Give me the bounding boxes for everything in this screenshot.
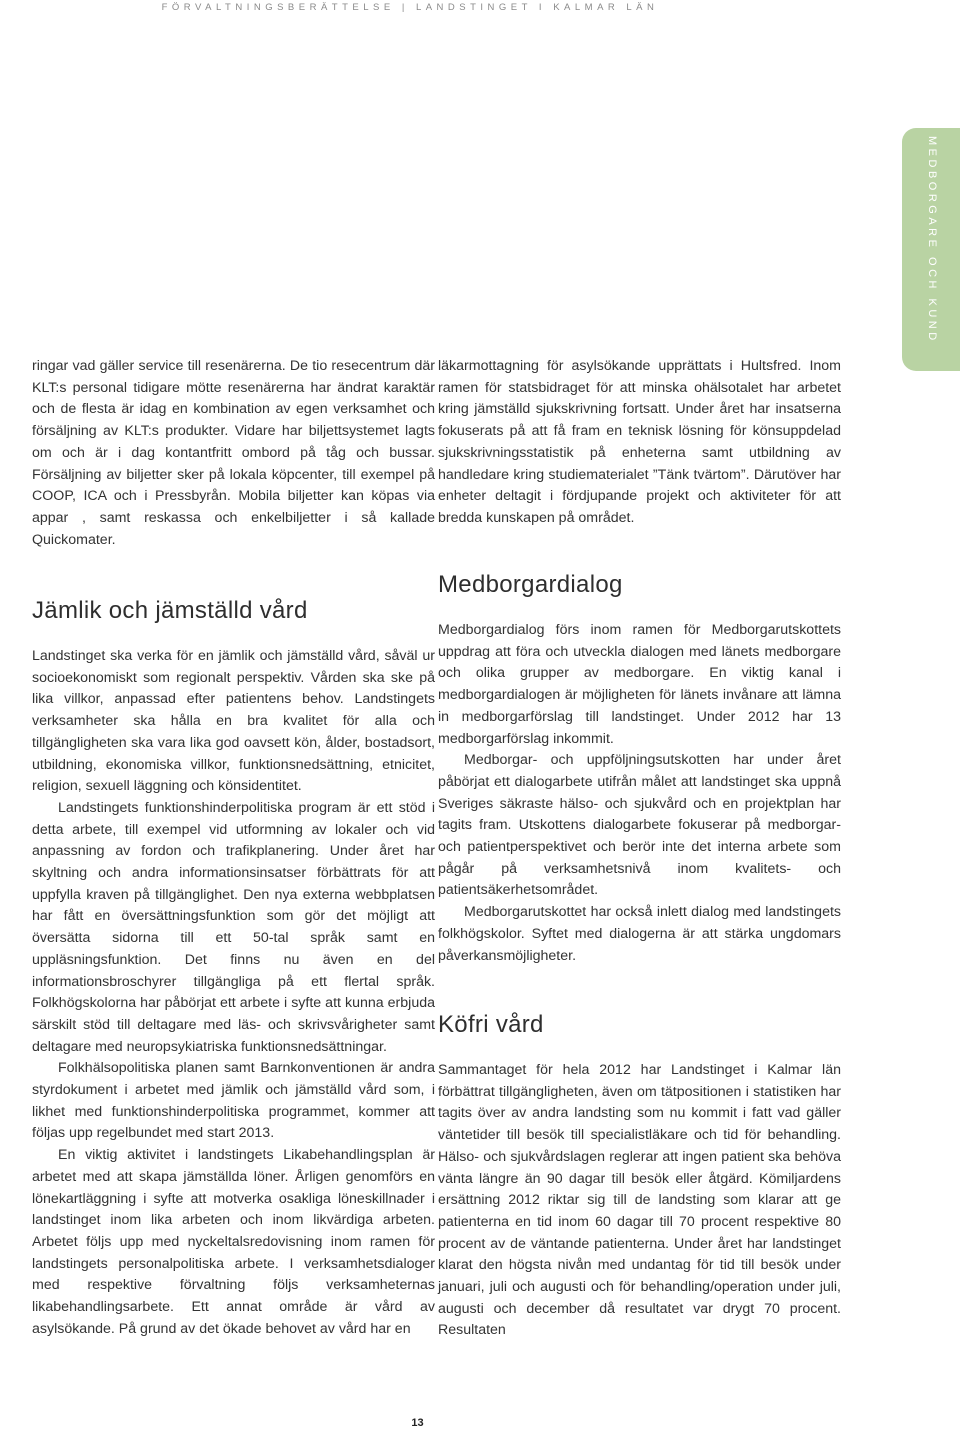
left-column-intro [32, 356, 435, 551]
left-paragraph-2: Landstingets funktionshinderpolitiska program är ett stöd i detta arbete, till exempel vid utformning av lokaler och vid anpassning av fordon och trafikplanering. Under året har skyltning och andra informationsinsatser förbättrats för att uppfylla kraven på tillgänglighet. Den nya externa webbplatsen har fått en översättningsfunktion som gör det möjligt att översätta sidorna till ett 50-tal språk samt en uppläsningsfunktion. Det finns nu även en del informationsbroschyrer tillgängliga på ett flertal språk. Folkhögskolorna har påbörjat ett arbete i syfte att kunna erbjuda särskilt stöd till deltagare med läs- och skrivsvårigheter samt deltagare med neuropsykiatriska funktionsnedsättningar. [32, 799, 435, 1055]
left-intro-paragraph: ringar vad gäller service till resenärerna. De tio resecentrum där KLT:s personal tidigare mötte resenärerna har ändrat karaktär och de flesta är idag en kombination av egen verksamhet och försäljning av KLT:s produkter. Vidare har biljettsystemet lagts om och är i dag kontantfritt ombord på tåg och bussar. Försäljning av biljetter sker på lokala köpcenter, till exempel på COOP, ICA och i Pressbyrån. Mobila biljetter kan köpas via appar , samt reskassa och enkelbiljetter i så kallade Quickomater. [32, 358, 435, 548]
right-intro-paragraph: läkarmottagning för asylsökande upprättats i Hultsfred. Inom ramen för statsbidraget för att minska ohälsotalet har arbetet kring jämställd sjukskrivning fortsatt. Under året har insatserna fokuserats på att få fram en teknisk lösning för könsuppdelad sjukskrivningsstatistik på enheterna samt utbildning av handledare kring studiematerialet ”Tänk tvärtom”. Därutöver har enheter deltagit i fördjupande projekt och aktiviteter för att bredda kunskapen på området. [438, 358, 841, 526]
right-section1-paragraph-2: Medborgar- och uppföljningsutskotten har under året påbörjat ett dialogarbete utifrån målet att landstinget ska uppnå Sveriges säkraste hälso- och sjukvård och en projektplan har tagits fram. Utskottens dialogarbete fokuserar på medborgar- och patientperspektivet och berör inte det interna arbete som pågår på verksamhetsnivå inom kvalitets- och patientsäkerhetsområdet. [438, 752, 841, 899]
left-paragraph-4: En viktig aktivitet i landstingets Likabehandlingsplan är arbetet med att skapa jämställda löner. Årligen genomförs en lönekartläggning i syfte att motverka osakliga löneskillnader i landstinget inom lika arbeten och inom likvärdiga arbeten. Arbetet följs upp med nyckeltalsredovisning inom ramen för landstingets personalpolitiska arbete. I verksamhetsdialoger med respektive förvaltning följs verksamheternas likabehandlingsarbete. Ett annat område är vård av asylsökande. På grund av det ökade behovet av vård har en [32, 1147, 435, 1337]
right-section2-paragraph-1: Sammantaget för hela 2012 har Landstinget i Kalmar län förbättrat tillgängligheten, även om tätpositionen i statistiken har tagits över av andra landsting som nu kommit i fatt vad gäller väntetider till besök till specialistläkare och tid för behandling. Hälso- och sjukvårdslagen reglerar att ingen patient ska behöva vänta längre än 90 dagar till besök eller åtgärd. Kömiljardens ersättning 2012 riktar sig till de landsting som klarar att ge patienterna en tid inom 60 dagar till 70 procent respektive 80 procent av de väntande patienterna. Under året har landstinget klarat den högsta nivån med undantag för tid till besök under januari, juli och augusti och för behandling/operation under juli, augusti och december då resultatet var drygt 70 procent. Resultaten [438, 1062, 841, 1339]
side-tab-label: MEDBORGARE OCH KUND [926, 136, 938, 344]
right-section-1 [438, 620, 841, 967]
right-heading-block-1 [438, 570, 841, 600]
right-section1-paragraph-1: Medborgardialog förs inom ramen för Medborgarutskottets uppdrag att föra och utveckla dialogen med länets medborgare och olika grupper av medborgare. En viktig kanal i medborgardialogen är möjligheten för länets invånare att lämna in medborgarförslag till landstinget. Under 2012 har 13 medborgarförslag inkommit. [438, 622, 841, 747]
left-column-body [32, 646, 435, 1341]
left-paragraph-3: Folkhälsopolitiska planen samt Barnkonventionen är andra styrdokument i arbetet med jämlik och jämställd vård som, i likhet med funktionshinderpolitiska programmet, kommer att följas upp regelbundet med start 2013. [32, 1060, 435, 1142]
right-column-intro [438, 356, 841, 530]
running-head: FÖRVALTNINGSBERÄTTELSE | LANDSTINGET I KALMAR LÄN [161, 2, 659, 13]
heading-medborgardialog: Medborgardialog [438, 571, 623, 598]
section-side-tab [902, 128, 960, 371]
page-number: 13 [411, 1417, 424, 1429]
right-heading-block-2 [438, 1010, 841, 1040]
heading-kofri-vard: Köfri vård [438, 1011, 544, 1038]
right-section-2 [438, 1060, 841, 1342]
left-paragraph-1: Landstinget ska verka för en jämlik och jämställd vård, såväl ur socioekonomiskt som regionalt perspektiv. Vården ska ske på lika villkor, anpassad efter patientens behov. Landstingets verksamheter ska hålla en bra kvalitet för alla och tillgängligheten ska vara lika god oavsett kön, ålder, bostadsort, utbildning, ekonomiska villkor, funktionsnedsättning, etnicitet, religion, sexuell läggning och könsidentitet. [32, 648, 435, 795]
right-section1-paragraph-3: Medborgarutskottet har också inlett dialog med landstingets folkhögskolor. Syftet med dialogerna är att stärka ungdomars påverkansmöjligheter. [438, 904, 841, 964]
heading-jamlik-vard: Jämlik och jämställd vård [32, 597, 308, 624]
left-heading-block [32, 596, 435, 626]
